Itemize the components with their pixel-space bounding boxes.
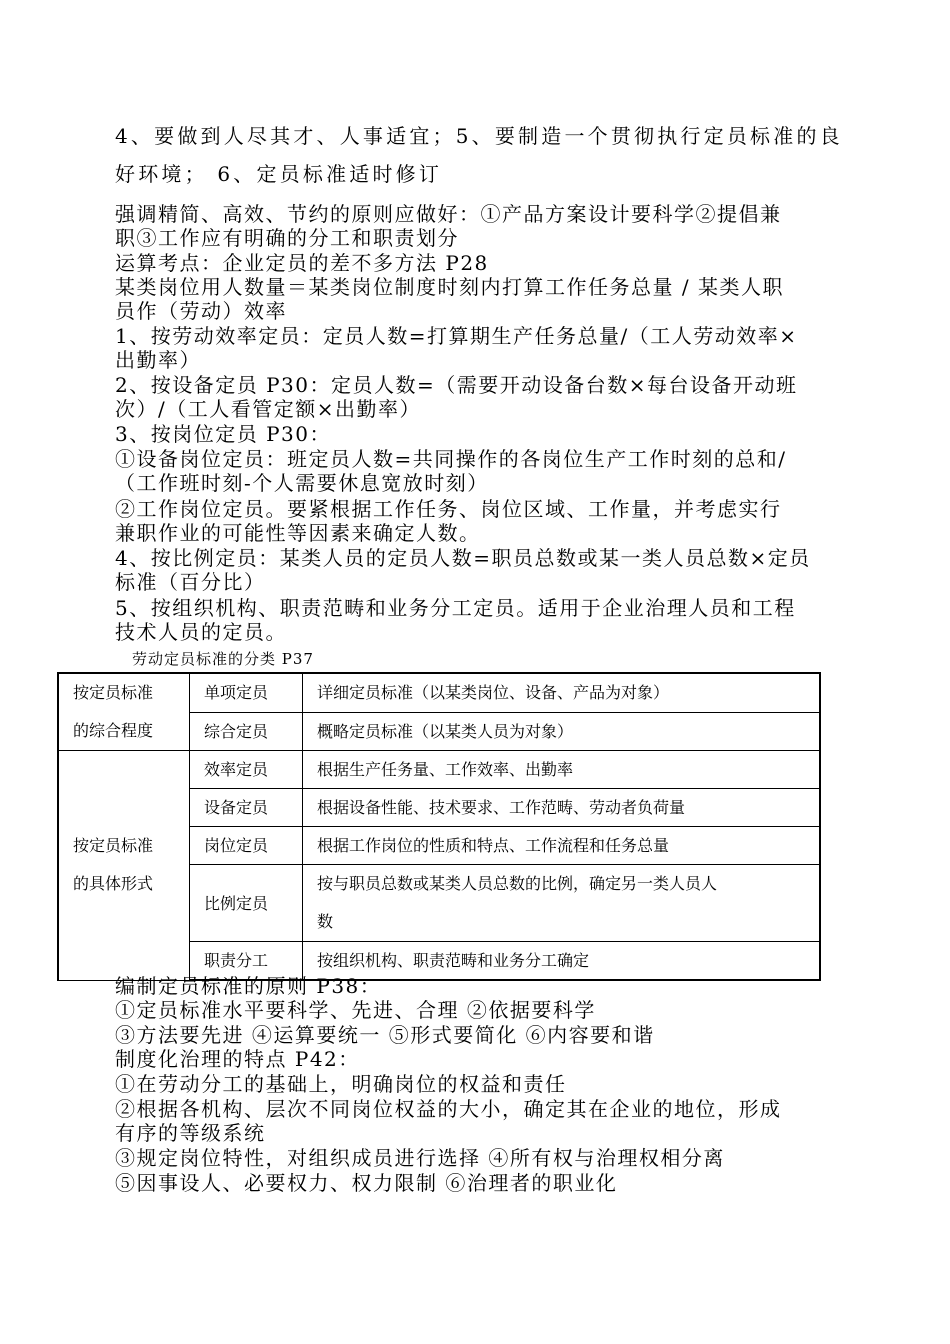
paragraph-line: 4、要做到人尽其才、人事适宜；5、要制造一个贯彻执行定员标准的良 <box>115 124 843 148</box>
paragraph-line: 某类岗位用人数量＝某类岗位制度时刻内打算工作任务总量 / 某类人职 <box>115 275 784 299</box>
paragraph-line: ⑤因事设人、必要权力、权力限制 ⑥治理者的职业化 <box>115 1171 618 1195</box>
paragraph-line: 员作（劳动）效率 <box>115 299 287 323</box>
paragraph-line: ①定员标准水平要科学、先进、合理 ②依据要科学 <box>115 998 596 1022</box>
type-cell: 职责分工 <box>190 942 303 981</box>
paragraph-line: 3、按岗位定员 P30： <box>115 422 331 446</box>
paragraph-line: 标准（百分比） <box>115 570 266 594</box>
paragraph-line: ③方法要先进 ④运算要统一 ⑤形式要简化 ⑥内容要和谐 <box>115 1023 655 1047</box>
paragraph-line: 职③工作应有明确的分工和职责划分 <box>115 226 459 250</box>
paragraph-line: 强调精简、高效、节约的原则应做好：①产品方案设计要科学②提倡兼 <box>115 202 782 226</box>
paragraph-line: 出勤率） <box>115 348 201 372</box>
desc-line: 按与职员总数或某类人员总数的比例，确定另一类人员人 <box>317 874 718 893</box>
paragraph-line: 5、按组织机构、职责范畴和业务分工定员。适用于企业治理人员和工程 <box>115 596 796 620</box>
paragraph-line: 好环境； 6、定员标准适时修订 <box>115 162 443 186</box>
desc-cell: 根据工作岗位的性质和特点、工作流程和任务总量 <box>303 827 821 865</box>
paragraph-line: ②根据各机构、层次不同岗位权益的大小，确定其在企业的地位，形成 <box>115 1097 782 1121</box>
group-label-line: 按定员标准 <box>73 836 154 856</box>
table-row <box>58 751 820 789</box>
group-label-comprehensive <box>58 673 190 751</box>
paragraph-line: 编制定员标准的原则 P38： <box>115 974 382 998</box>
paragraph-line: 运算考点：企业定员的差不多方法 P28 <box>115 251 489 275</box>
table-caption: 劳动定员标准的分类 P37 <box>132 650 314 668</box>
group-label-specific-form <box>58 751 190 981</box>
group-label-line: 按定员标准 <box>73 683 154 702</box>
table-row <box>58 673 820 712</box>
paragraph-line: 2、按设备定员 P30：定员人数=（需要开动设备台数×每台设备开动班 <box>115 373 798 397</box>
paragraph-line: 技术人员的定员。 <box>115 620 287 644</box>
paragraph-line: 1、按劳动效率定员：定员人数=打算期生产任务总量/（工人劳动效率× <box>115 324 798 348</box>
desc-cell: 按组织机构、职责范畴和业务分工确定 <box>303 942 821 981</box>
type-cell: 单项定员 <box>190 673 303 712</box>
paragraph-line: 兼职作业的可能性等因素来确定人数。 <box>115 521 481 545</box>
paragraph-line: 有序的等级系统 <box>115 1121 266 1145</box>
staffing-standard-table <box>57 672 821 981</box>
paragraph-line: ②工作岗位定员。要紧根据工作任务、岗位区域、工作量，并考虑实行 <box>115 497 782 521</box>
desc-cell: 根据设备性能、技术要求、工作范畴、劳动者负荷量 <box>303 789 821 827</box>
desc-cell: 根据生产任务量、工作效率、出勤率 <box>303 751 821 789</box>
paragraph-line: ①设备岗位定员：班定员人数=共同操作的各岗位生产工作时刻的总和/ <box>115 447 787 471</box>
desc-cell <box>303 865 821 942</box>
type-cell: 效率定员 <box>190 751 303 789</box>
group-label-line: 的综合程度 <box>73 721 154 740</box>
group-label-line: 的具体形式 <box>73 874 154 894</box>
desc-cell: 概略定员标准（以某类人员为对象） <box>303 712 821 751</box>
paragraph-line: 次）/（工人看管定额×出勤率） <box>115 397 421 421</box>
type-cell: 综合定员 <box>190 712 303 751</box>
type-cell: 设备定员 <box>190 789 303 827</box>
type-cell: 比例定员 <box>190 865 303 942</box>
paragraph-line: 4、按比例定员：某类人员的定员人数=职员总数或某一类人员总数×定员 <box>115 546 811 570</box>
type-cell: 岗位定员 <box>190 827 303 865</box>
paragraph-line: ③规定岗位特性，对组织成员进行选择 ④所有权与治理权相分离 <box>115 1146 725 1170</box>
desc-line: 数 <box>317 912 334 931</box>
paragraph-line: ①在劳动分工的基础上，明确岗位的权益和责任 <box>115 1072 567 1096</box>
paragraph-line: 制度化治理的特点 P42： <box>115 1047 360 1071</box>
paragraph-line: （工作班时刻-个人需要休息宽放时刻） <box>115 471 489 495</box>
desc-cell: 详细定员标准（以某类岗位、设备、产品为对象） <box>303 673 821 712</box>
